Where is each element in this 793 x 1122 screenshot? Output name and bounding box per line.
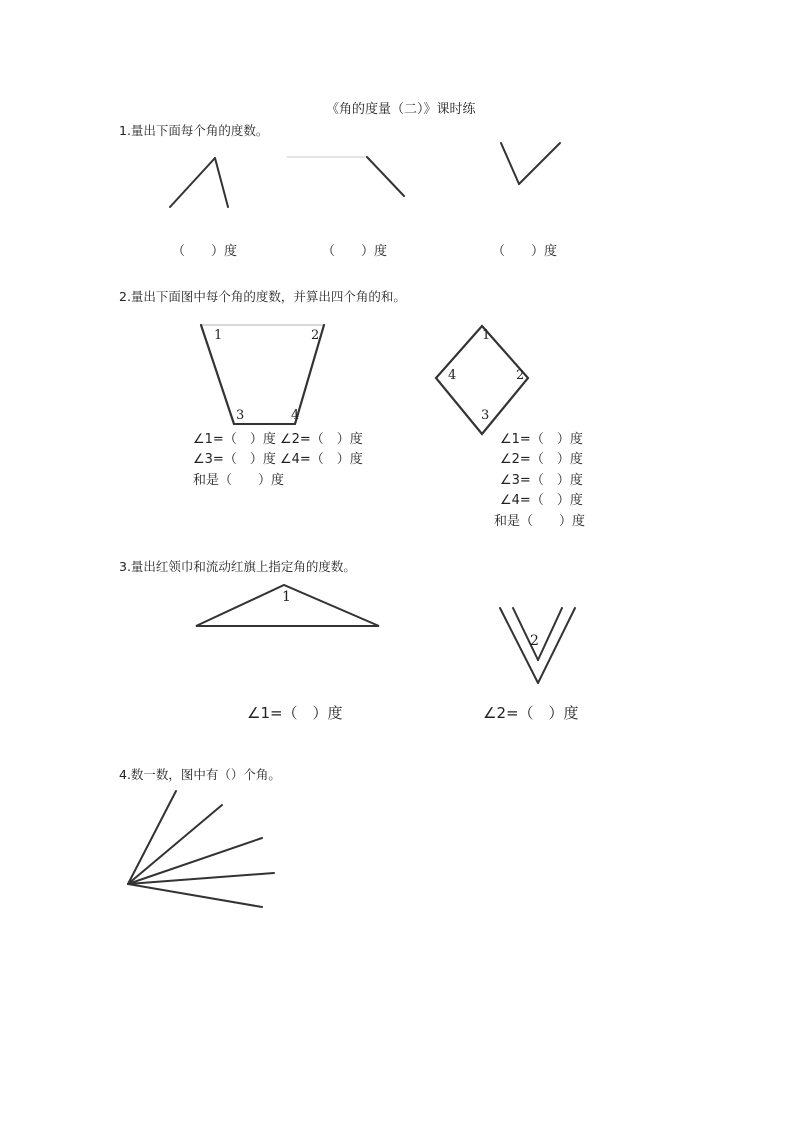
q1-angle-c (501, 143, 560, 184)
rhombus-answer-2[interactable]: ∠2=（ ）度 (500, 452, 583, 467)
q1-answer-a[interactable]: （ ）度 (172, 244, 238, 259)
trapezoid-label-2: 2 (311, 328, 320, 343)
question-3-prompt: 3.量出红领巾和流动红旗上指定角的度数。 (119, 559, 356, 574)
trapezoid-answer-row1[interactable]: ∠1=（ ）度 ∠2=（ ）度 (193, 432, 363, 447)
trapezoid-label-4: 4 (291, 408, 300, 423)
question-1-prompt: 1.量出下面每个角的度数。 (119, 123, 269, 138)
rhombus-label-2: 2 (516, 368, 525, 383)
rhombus-answer-1[interactable]: ∠1=（ ）度 (500, 432, 583, 447)
trapezoid-answer-row2[interactable]: ∠3=（ ）度 ∠4=（ ）度 (193, 452, 363, 467)
scarf-answer[interactable]: ∠1=（ ）度 (247, 704, 343, 722)
flag-answer[interactable]: ∠2=（ ）度 (483, 704, 579, 722)
rhombus-sum[interactable]: 和是（ ）度 (494, 514, 586, 529)
q1-answer-c[interactable]: （ ）度 (492, 244, 558, 259)
trapezoid-label-3: 3 (236, 408, 245, 423)
rhombus-answer-3[interactable]: ∠3=（ ）度 (500, 473, 583, 488)
q1-answer-b[interactable]: （ ）度 (322, 244, 388, 259)
trapezoid-sum[interactable]: 和是（ ）度 (193, 473, 285, 488)
q1-angle-b (287, 157, 404, 196)
q4-rays (128, 791, 274, 907)
question-2-prompt: 2.量出下面图中每个角的度数，并算出四个角的和。 (119, 289, 406, 304)
rhombus-answer-4[interactable]: ∠4=（ ）度 (500, 493, 583, 508)
q1-angle-a (170, 158, 228, 207)
page-title: 《角的度量（二）》课时练 (326, 102, 476, 117)
rhombus-label-1: 1 (482, 328, 491, 343)
question-4-prompt: 4.数一数，图中有（）个角。 (119, 767, 281, 782)
rhombus-label-4: 4 (448, 368, 457, 383)
trapezoid-label-1: 1 (214, 328, 223, 343)
flag-angle-label: 2 (530, 633, 539, 649)
scarf-angle-label: 1 (282, 589, 291, 605)
rhombus-label-3: 3 (481, 408, 490, 423)
